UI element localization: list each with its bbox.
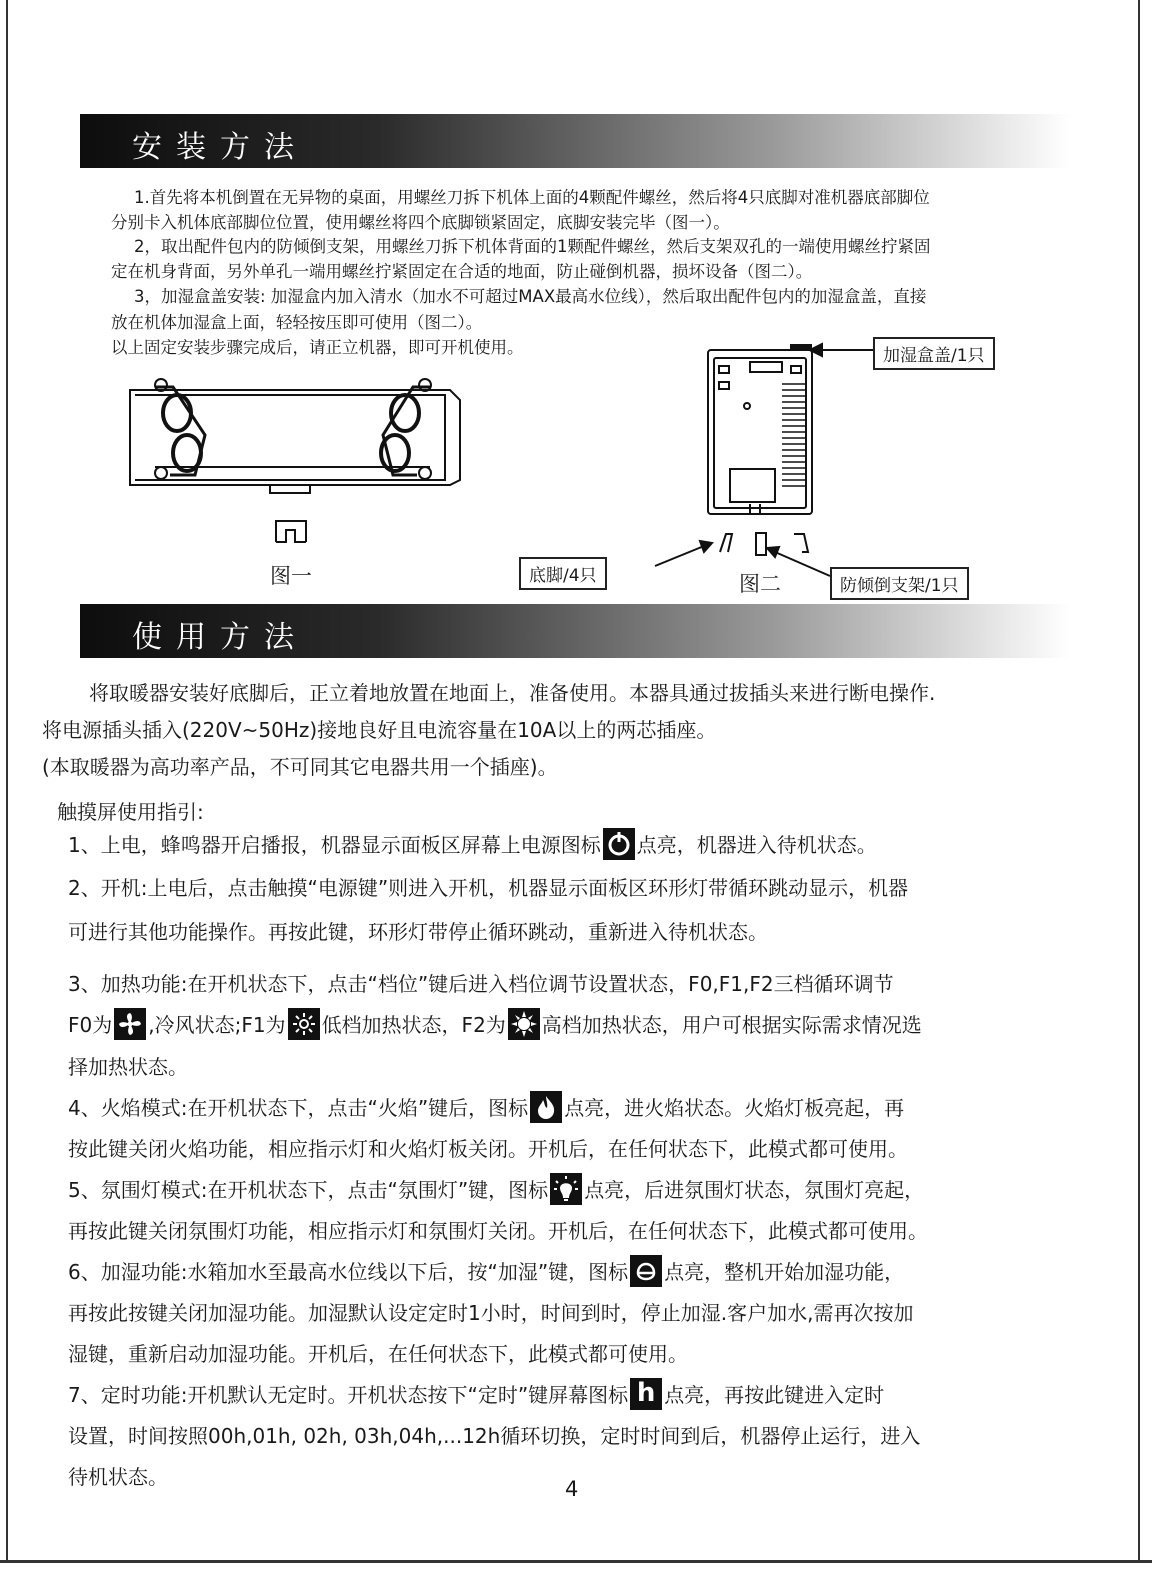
usage-section-header xyxy=(80,604,1070,658)
step-7-line-2: 设置，时间按照00h,01h, 02h, 03h,04h,...12h循环切换，定时时间到后，机器停止运行，进入 xyxy=(68,1424,921,1448)
step-7-line-3: 待机状态。 xyxy=(68,1465,168,1489)
step-6-line-2: 再按此按键关闭加湿功能。加湿默认设定定时1小时，时间到时，停止加湿.客户加水,需再次按加 xyxy=(68,1301,914,1325)
step-5-line-1: 5、氛围灯模式:在开机状态下，点击“氛围灯”键，图标 点亮，后进氛围灯状态，氛围灯亮起， xyxy=(68,1170,924,1211)
step-7-line-1: 7、定时功能:开机默认无定时。开机状态按下“定时”键屏幕图标 h 点亮，再按此键进入定时 xyxy=(68,1377,885,1408)
figure-1-label: 图一 xyxy=(270,564,312,588)
step-3-line-3: 择加热状态。 xyxy=(68,1055,188,1079)
usage-intro-1: 将取暖器安装好底脚后，正立着地放置在地面上，准备使用。本器具通过拔插头来进行断电操作. xyxy=(89,681,936,705)
low-heat-icon xyxy=(288,1008,320,1040)
step-5-line-2: 再按此键关闭氛围灯功能，相应指示灯和氛围灯关闭。开机后，在任何状态下，此模式都可使用。 xyxy=(68,1219,928,1243)
step-6-line-3: 湿键，重新启动加湿功能。开机后，在任何状态下，此模式都可使用。 xyxy=(68,1342,688,1366)
ambient-light-icon xyxy=(550,1173,582,1205)
page-number: 4 xyxy=(565,1477,579,1501)
step-1-line: 1、上电，蜂鸣器开启播报，机器显示面板区屏幕上电源图标 点亮，机器进入待机状态。 xyxy=(68,825,877,866)
step-4-line-1: 4、火焰模式:在开机状态下，点击“火焰”键后，图标 点亮，进火焰状态。火焰灯板亮起，再 xyxy=(68,1088,904,1129)
step-4-line-2: 按此键关闭火焰功能，相应指示灯和火焰灯板关闭。开机后，在任何状态下，此模式都可使用。 xyxy=(68,1137,908,1161)
callout-feet: 底脚/4只 xyxy=(519,557,607,590)
step-3-line-1: 3、加热功能:在开机状态下，点击“档位”键后进入档位调节设置状态，F0,F1,F2三档循环调节 xyxy=(68,972,894,996)
usage-section-title: 使用方法 xyxy=(132,620,308,655)
install-para-done: 以上固定安装步骤完成后，请正立机器，即可开机使用。 xyxy=(111,338,524,357)
install-para-1a: 1.首先将本机倒置在无异物的桌面，用螺丝刀拆下机体上面的4颗配件螺丝，然后将4只底脚对准机器底部脚位 xyxy=(134,188,930,207)
humidifier-icon xyxy=(630,1255,662,1287)
install-para-3a: 3，加湿盒盖安装: 加湿盒内加入清水（加水不可超过MAX最高水位线），然后取出配件包内的加湿盒盖，直接 xyxy=(134,287,927,306)
flame-icon xyxy=(530,1091,562,1123)
callout-anti-tip-bracket: 防倾倒支架/1只 xyxy=(830,567,969,600)
step-2-line-2: 可进行其他功能操作。再按此键，环形灯带停止循环跳动，重新进入待机状态。 xyxy=(68,920,768,944)
usage-intro-3: (本取暖器为高功率产品，不可同其它电器共用一个插座)。 xyxy=(42,755,558,779)
step-3-line-2: F0为 ,冷风状态;F1为 低档加热状态，F2为 高档加热状态，用户可根据实际需求情况选 xyxy=(68,1005,922,1046)
install-section-title: 安装方法 xyxy=(132,130,308,165)
power-icon xyxy=(603,828,635,860)
high-heat-icon xyxy=(508,1008,540,1040)
install-para-3b: 放在机体加湿盒上面，轻轻按压即可使用（图二）。 xyxy=(111,313,483,332)
usage-intro-2: 将电源插头插入(220V~50Hz)接地良好且电流容量在10A以上的两芯插座。 xyxy=(42,718,717,742)
install-para-2a: 2，取出配件包内的防倾倒支架，用螺丝刀拆下机体背面的1颗配件螺丝，然后支架双孔的一端使用螺丝拧紧固 xyxy=(134,237,931,256)
step-2-line-1: 2、开机:上电后，点击触摸“电源键”则进入开机，机器显示面板区环形灯带循环跳动显示，机器 xyxy=(68,876,909,900)
install-para-2b: 定在机身背面，另外单孔一端用螺丝拧紧固定在合适的地面，防止碰倒机器，损坏设备（图二）。 xyxy=(111,262,813,281)
step-6-line-1: 6、加湿功能:水箱加水至最高水位线以下后，按“加湿”键，图标 点亮，整机开始加湿功能， xyxy=(68,1252,904,1293)
fan-icon xyxy=(114,1008,146,1040)
callout-humidifier-lid: 加湿盒盖/1只 xyxy=(873,337,995,370)
guide-title: 触摸屏使用指引: xyxy=(57,800,204,824)
install-para-1b: 分别卡入机体底部脚位位置，使用螺丝将四个底脚锁紧固定，底脚安装完毕（图一）。 xyxy=(111,213,730,232)
timer-icon: h xyxy=(630,1378,662,1410)
figure-2-label: 图二 xyxy=(739,572,781,596)
